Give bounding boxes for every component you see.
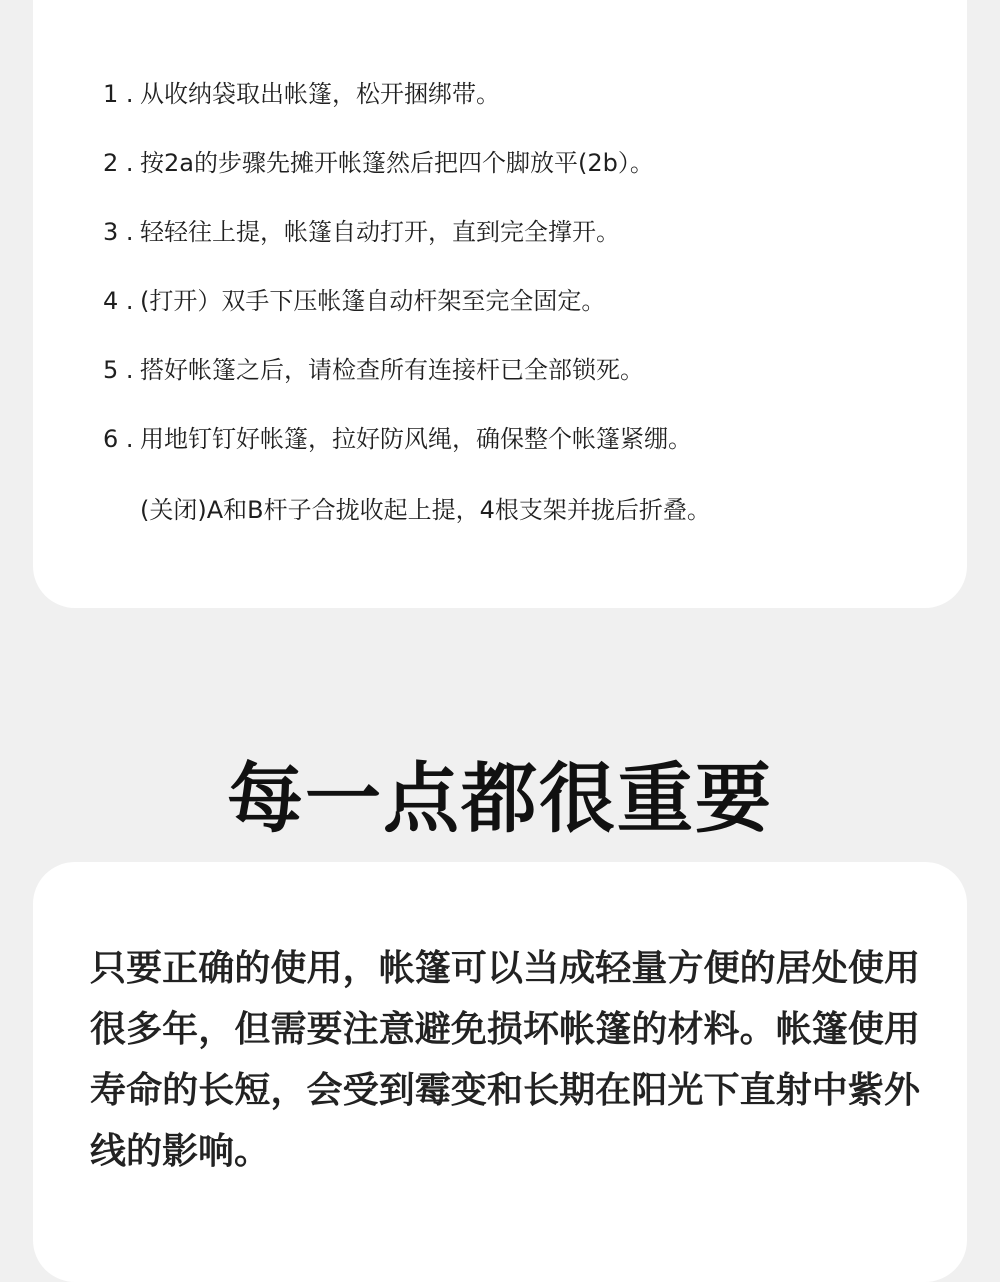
step-number: 3 . xyxy=(103,218,134,246)
step-text: (打开）双手下压帐篷自动杆架至完全固定。 xyxy=(140,287,606,315)
step-text: 按2a的步骤先摊开帐篷然后把四个脚放平(2b）。 xyxy=(140,149,654,177)
step-text: 从收纳袋取出帐篷，松开捆绑带。 xyxy=(140,80,500,108)
step-number: 4 . xyxy=(103,287,134,315)
section-heading: 每一点都很重要 xyxy=(227,753,773,843)
step-item xyxy=(103,285,692,354)
step-text: 搭好帐篷之后，请检查所有连接杆已全部锁死。 xyxy=(140,356,644,384)
step-item xyxy=(103,216,692,285)
instructions-card xyxy=(33,0,967,608)
step-item xyxy=(103,78,692,147)
step-number: 6 . xyxy=(103,425,134,453)
step-item xyxy=(103,423,692,492)
step-number: 2 . xyxy=(103,149,134,177)
care-card xyxy=(33,862,967,1282)
step-text: 轻轻往上提，帐篷自动打开，直到完全撑开。 xyxy=(140,218,620,246)
close-note: (关闭)A和B杆子合拢收起上提，4根支架并拢后折叠。 xyxy=(140,496,711,524)
step-number: 1 . xyxy=(103,80,134,108)
step-item xyxy=(103,354,692,423)
step-text: 用地钉钉好帐篷，拉好防风绳，确保整个帐篷紧绷。 xyxy=(140,425,692,453)
steps-list xyxy=(103,78,692,492)
step-item xyxy=(103,147,692,216)
step-number: 5 . xyxy=(103,356,134,384)
care-paragraph: 只要正确的使用，帐篷可以当成轻量方便的居处使用很多年，但需要注意避免损坏帐篷的材料。帐篷使用寿命的长短，会受到霉变和长期在阳光下直射中紫外线的影响。 xyxy=(90,948,920,1172)
